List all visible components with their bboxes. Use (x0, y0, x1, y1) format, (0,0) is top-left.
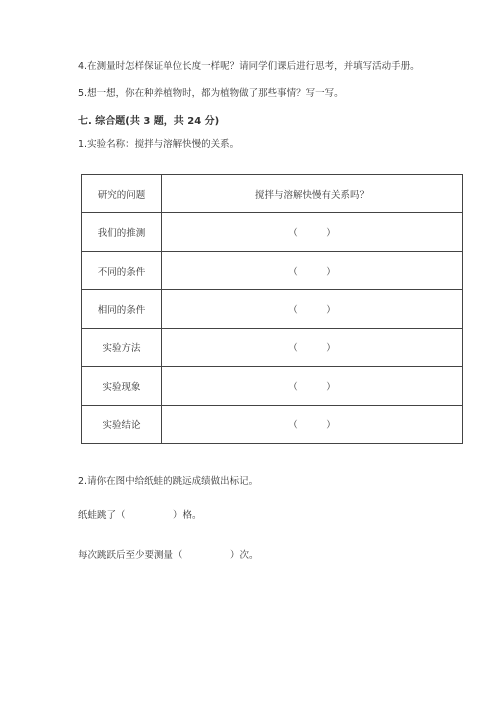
answer-blank[interactable]: （ ） (162, 328, 463, 366)
table-cell: 实验结论 (82, 405, 162, 443)
table-cell: 我们的推测 (82, 213, 162, 251)
question-4: 4.在测量时怎样保证单位长度一样呢？请同学们课后进行思考，并填写活动手册。 (78, 61, 420, 72)
table-cell: 实验现象 (82, 367, 162, 405)
table-row (82, 367, 463, 405)
table-row (82, 251, 463, 289)
answer-blank[interactable]: （ ） (162, 405, 463, 443)
measure-count-line: 每次跳跃后至少要测量（ ）次。 (78, 550, 259, 561)
section-title: 七. 综合题(共 3 题，共 24 分) (78, 116, 220, 127)
table-cell: 搅拌与溶解快慢有关系吗？ (162, 175, 463, 213)
answer-blank[interactable]: （ ） (162, 213, 463, 251)
answer-blank[interactable]: （ ） (162, 290, 463, 328)
table-header-row (82, 175, 463, 213)
table-row (82, 290, 463, 328)
experiment-2-title: 2.请你在图中给纸蛙的跳远成绩做出标记。 (78, 476, 259, 487)
table-row (82, 213, 463, 251)
table-row (82, 328, 463, 366)
answer-blank[interactable]: （ ） (162, 367, 463, 405)
jump-count-line: 纸蛙跳了（ ）格。 (78, 510, 202, 521)
table-row (82, 405, 463, 443)
question-5: 5.想一想，你在种养植物时，都为植物做了那些事情？写一写。 (78, 88, 344, 99)
experiment-1-title: 1.实验名称：搅拌与溶解快慢的关系。 (78, 139, 240, 150)
table-cell: 相同的条件 (82, 290, 162, 328)
answer-blank[interactable]: （ ） (162, 251, 463, 289)
table-cell: 实验方法 (82, 328, 162, 366)
table-cell: 研究的问题 (82, 175, 162, 213)
table-cell: 不同的条件 (82, 251, 162, 289)
experiment-table (81, 174, 463, 444)
